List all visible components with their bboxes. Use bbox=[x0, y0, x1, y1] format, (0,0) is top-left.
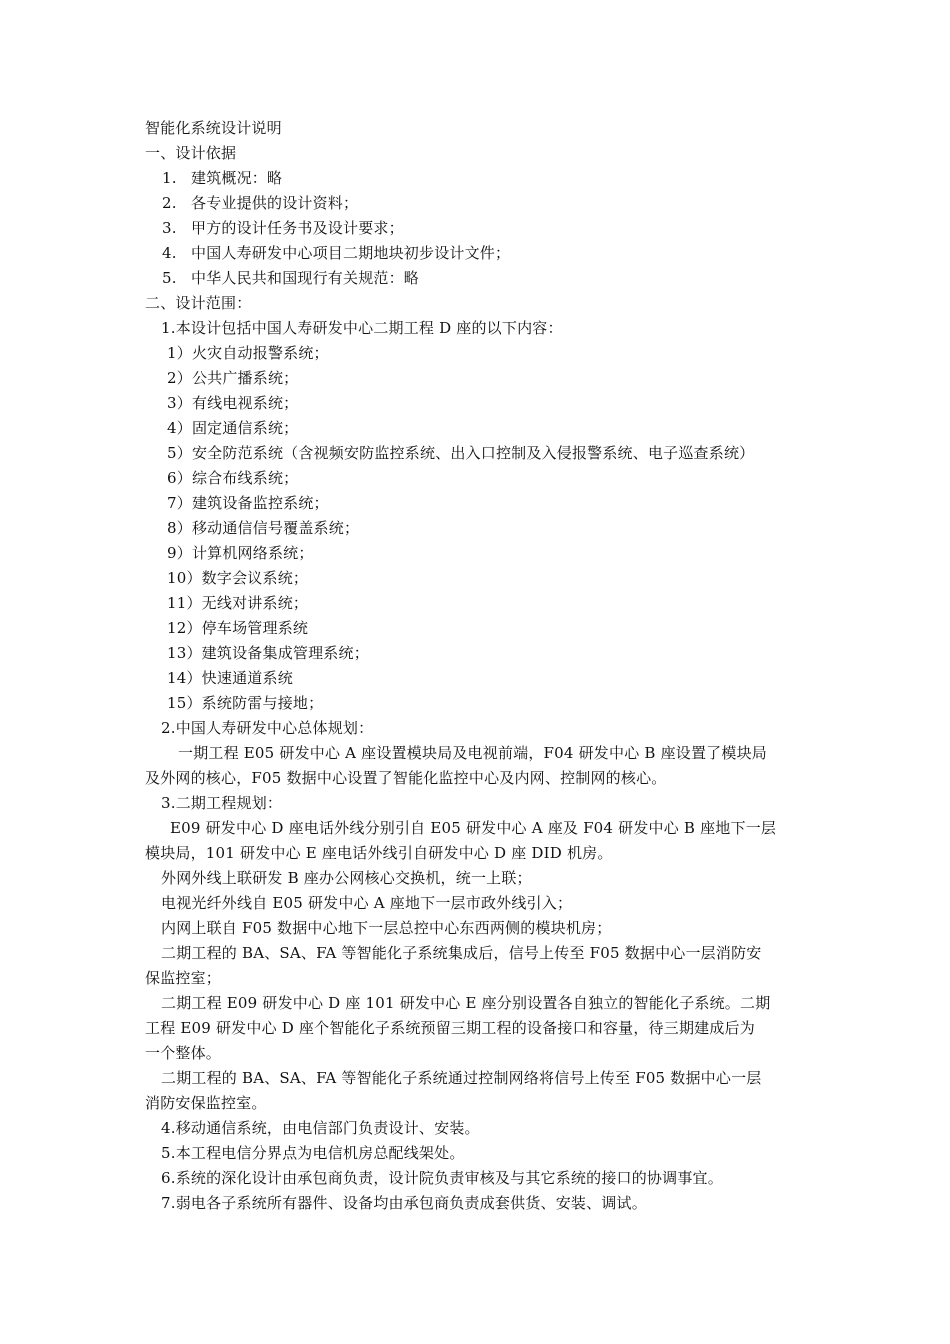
paragraph-heading: 2.中国人寿研发中心总体规划： bbox=[161, 719, 374, 737]
paragraph-text: 消防安保监控室。 bbox=[145, 1094, 267, 1112]
paragraph-text: 二期工程 E09 研发中心 D 座 101 研发中心 E 座分别设置各自独立的智能化子系统。二期 bbox=[161, 994, 771, 1012]
paragraph-text: 4.移动通信系统，由电信部门负责设计、安装。 bbox=[161, 1119, 480, 1137]
list-item-number: 3. bbox=[162, 219, 177, 237]
section-heading: 一、设计依据 bbox=[145, 144, 237, 162]
paragraph-text: 内网上联自 F05 数据中心地下一层总控中心东西两侧的模块机房； bbox=[161, 919, 612, 937]
paragraph-text: 一期工程 E05 研发中心 A 座设置模块局及电视前端，F04 研发中心 B 座设置了模块局 bbox=[178, 744, 767, 762]
system-item: 12）停车场管理系统 bbox=[167, 619, 309, 637]
list-item: 中国人寿研发中心项目二期地块初步设计文件； bbox=[191, 244, 511, 262]
list-item-number: 4. bbox=[162, 244, 177, 262]
system-item: 10）数字会议系统； bbox=[167, 569, 309, 587]
paragraph-text: 6.系统的深化设计由承包商负责，设计院负责审核及与其它系统的接口的协调事宜。 bbox=[161, 1169, 723, 1187]
paragraph-text: 7.弱电各子系统所有器件、设备均由承包商负责成套供货、安装、调试。 bbox=[161, 1194, 647, 1212]
system-item: 14）快速通道系统 bbox=[167, 669, 293, 687]
system-item: 5）安全防范系统（含视频安防监控系统、出入口控制及入侵报警系统、电子巡查系统） bbox=[167, 444, 755, 462]
list-item: 甲方的设计任务书及设计要求； bbox=[191, 219, 404, 237]
paragraph-heading: 1.本设计包括中国人寿研发中心二期工程 D 座的以下内容： bbox=[161, 319, 563, 337]
paragraph-text: 5.本工程电信分界点为电信机房总配线架处。 bbox=[161, 1144, 465, 1162]
list-item-number: 2. bbox=[162, 194, 177, 212]
paragraph-text: 二期工程的 BA、SA、FA 等智能化子系统集成后，信号上传至 F05 数据中心一层消防安 bbox=[161, 944, 762, 962]
list-item-number: 5. bbox=[162, 269, 177, 287]
system-item: 8）移动通信信号覆盖系统； bbox=[167, 519, 360, 537]
system-item: 4）固定通信系统； bbox=[167, 419, 299, 437]
paragraph-text: 模块局，101 研发中心 E 座电话外线引自研发中心 D 座 DID 机房。 bbox=[145, 844, 613, 862]
paragraph-text: E09 研发中心 D 座电话外线分别引自 E05 研发中心 A 座及 F04 研发中心 B 座地下一层 bbox=[170, 819, 777, 837]
paragraph-text: 工程 E09 研发中心 D 座个智能化子系统预留三期工程的设备接口和容量，待三期建成后为 bbox=[145, 1019, 755, 1037]
document-title: 智能化系统设计说明 bbox=[145, 119, 282, 137]
list-item: 中华人民共和国现行有关规范：略 bbox=[191, 269, 420, 287]
system-item: 3）有线电视系统； bbox=[167, 394, 299, 412]
paragraph-text: 保监控室； bbox=[145, 969, 222, 987]
list-item: 建筑概况：略 bbox=[191, 169, 283, 187]
paragraph-text: 及外网的核心，F05 数据中心设置了智能化监控中心及内网、控制网的核心。 bbox=[145, 769, 667, 787]
paragraph-text: 一个整体。 bbox=[145, 1044, 222, 1062]
system-item: 11）无线对讲系统； bbox=[167, 594, 309, 612]
system-item: 13）建筑设备集成管理系统； bbox=[167, 644, 369, 662]
system-item: 9）计算机网络系统； bbox=[167, 544, 314, 562]
system-item: 15）系统防雷与接地； bbox=[167, 694, 324, 712]
list-item-number: 1. bbox=[162, 169, 177, 187]
system-item: 1）火灾自动报警系统； bbox=[167, 344, 329, 362]
section-heading: 二、设计范围： bbox=[145, 294, 252, 312]
system-item: 6）综合布线系统； bbox=[167, 469, 299, 487]
paragraph-heading: 3.二期工程规划： bbox=[161, 794, 283, 812]
paragraph-text: 电视光纤外线自 E05 研发中心 A 座地下一层市政外线引入； bbox=[161, 894, 573, 912]
list-item: 各专业提供的设计资料； bbox=[191, 194, 359, 212]
paragraph-text: 外网外线上联研发 B 座办公网核心交换机，统一上联； bbox=[161, 869, 532, 887]
paragraph-text: 二期工程的 BA、SA、FA 等智能化子系统通过控制网络将信号上传至 F05 数据中心一层 bbox=[161, 1069, 762, 1087]
system-item: 7）建筑设备监控系统； bbox=[167, 494, 329, 512]
system-item: 2）公共广播系统； bbox=[167, 369, 299, 387]
